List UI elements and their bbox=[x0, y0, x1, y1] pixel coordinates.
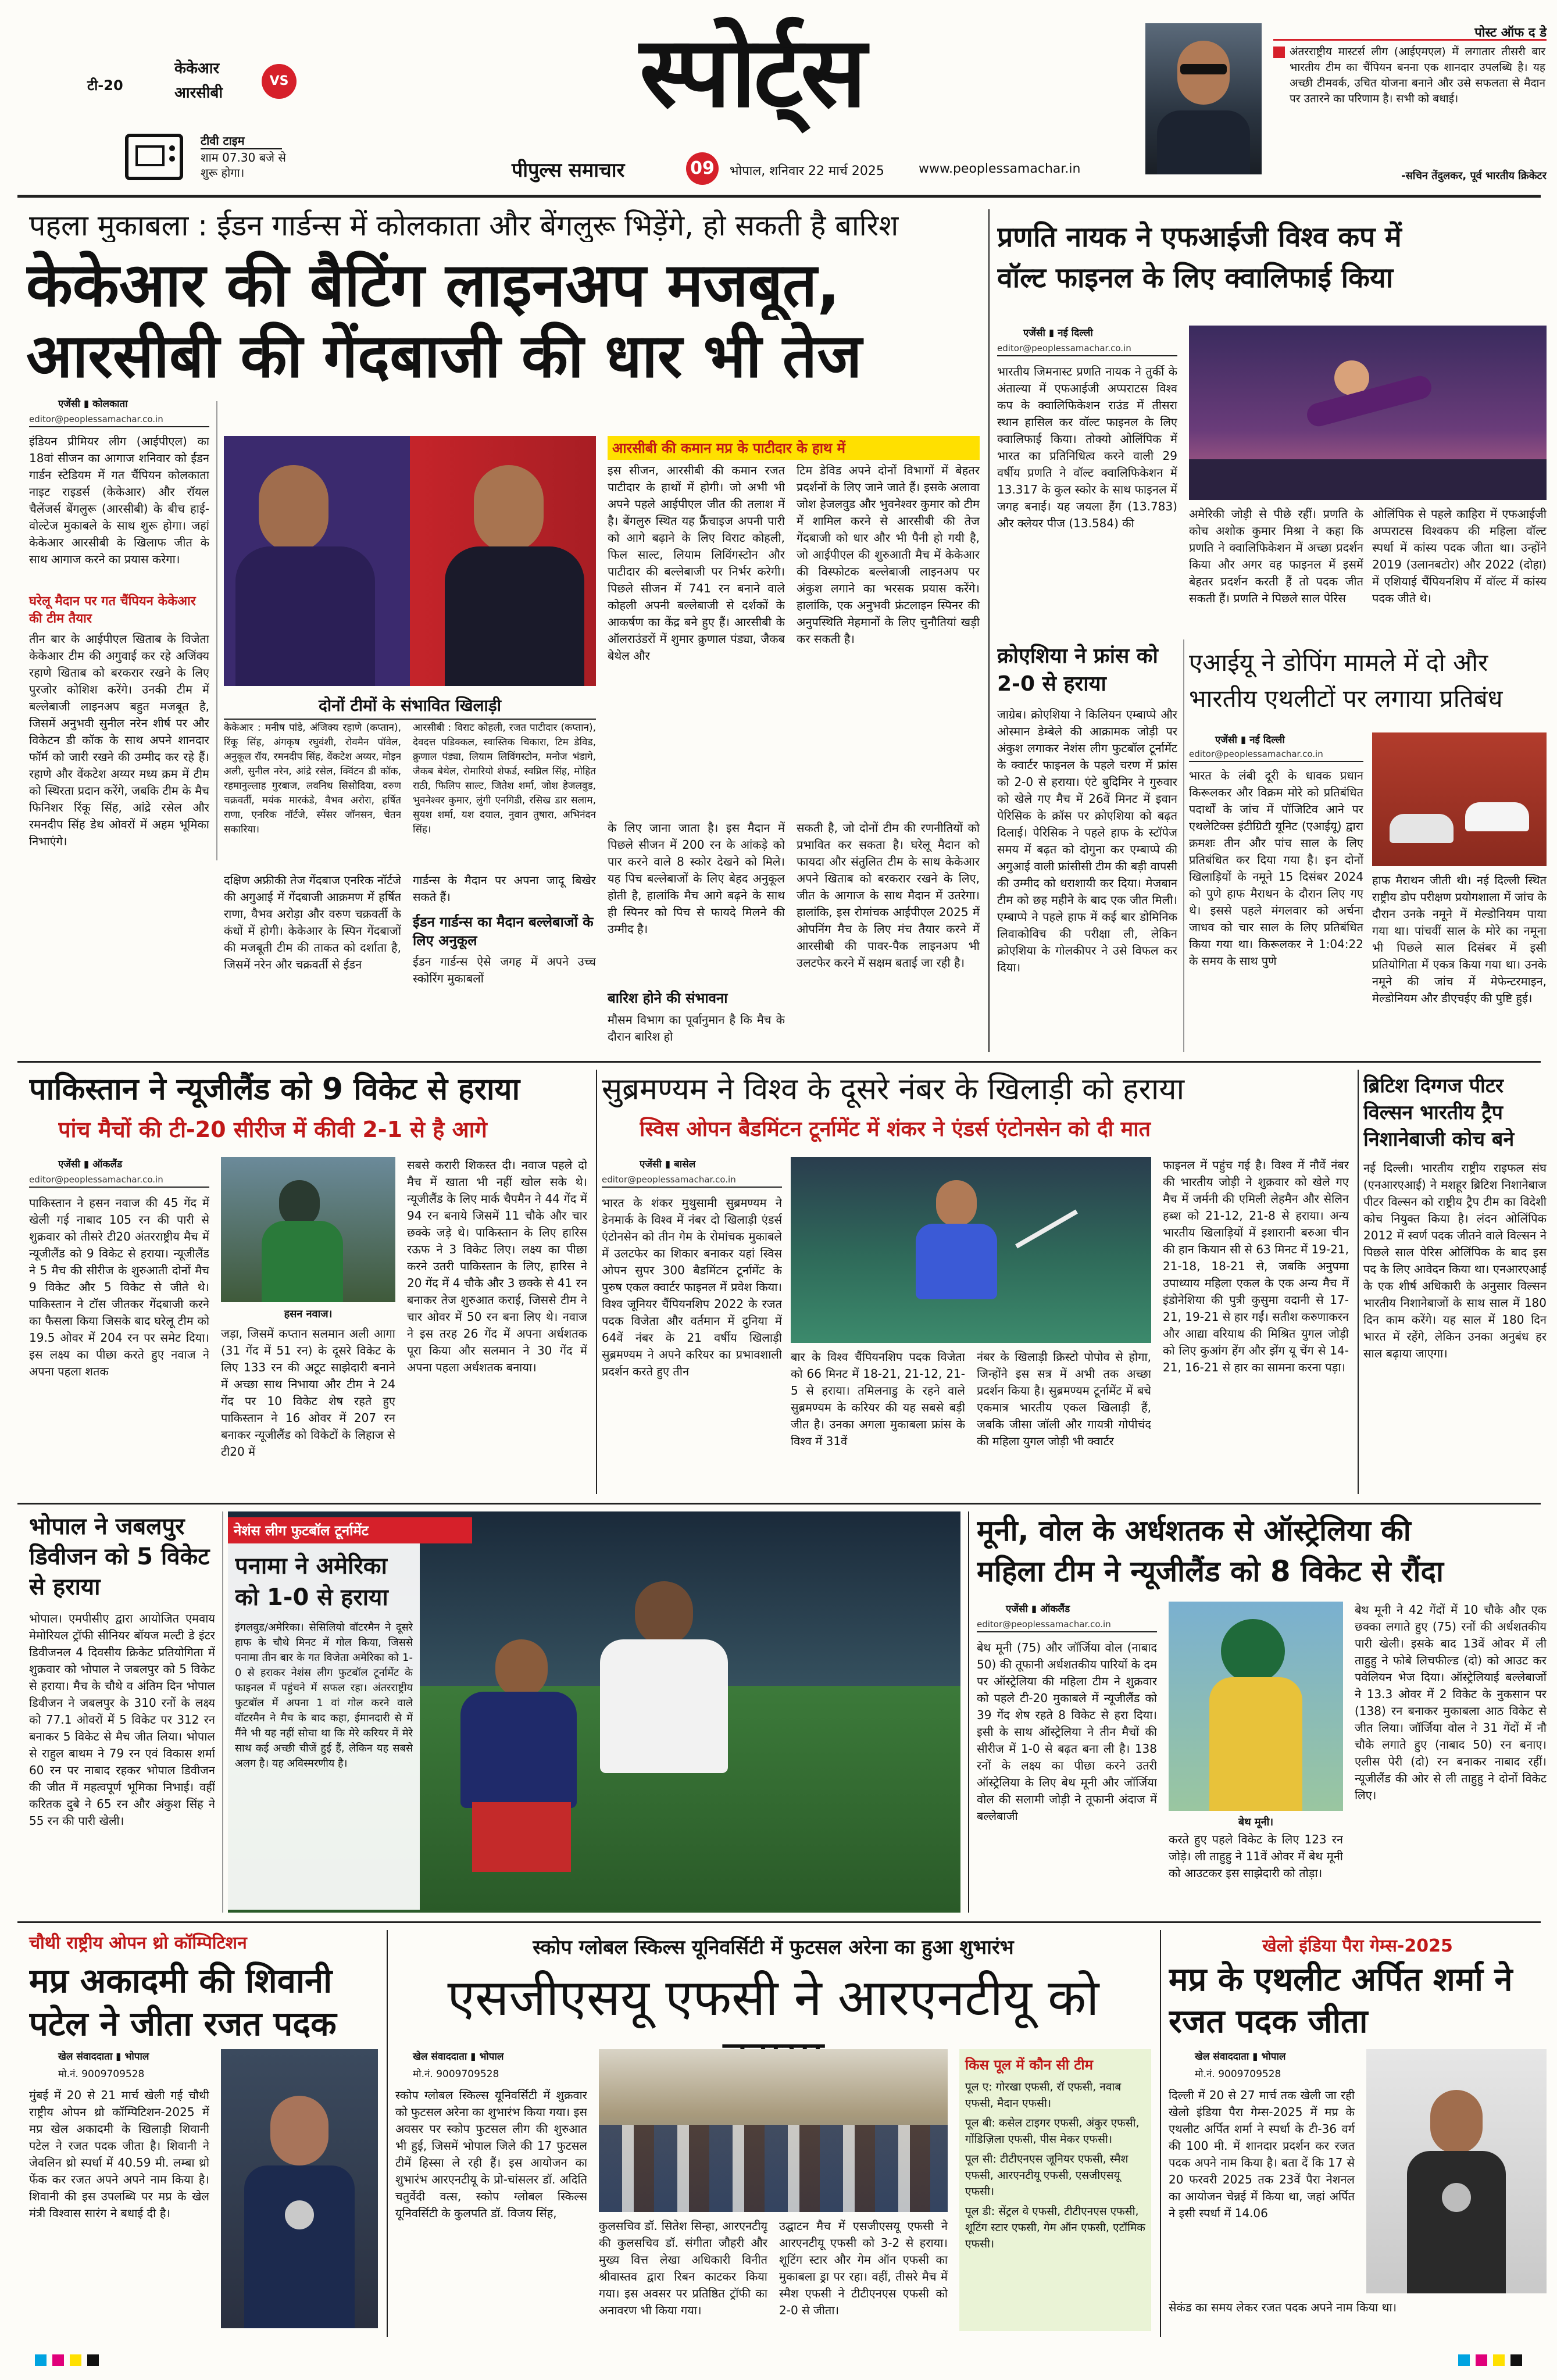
arpit-headline: मप्र के एथलीट अर्पित शर्मा ने रजत पदक जीता bbox=[1169, 1961, 1513, 2040]
tv-label: टीवी टाइम bbox=[201, 133, 282, 149]
doping-headline-2: भारतीय एथलीटों पर लगाया प्रतिबंध bbox=[1189, 684, 1503, 713]
masthead-rule bbox=[17, 195, 1541, 198]
futsal-byline: खेल संवाददाता ▮ भोपाल bbox=[413, 2051, 504, 2063]
website: www.peoplessamachar.in bbox=[919, 162, 1081, 176]
pool-title: किस पूल में कौन सी टीम bbox=[965, 2057, 1093, 2073]
pranati-headline-1: प्रणति नायक ने एफआईजी विश्व कप में bbox=[997, 221, 1402, 253]
arpit-mobile: मो.नं. 9009709528 bbox=[1195, 2068, 1281, 2080]
rcb-tag: आरसीबी की कमान मप्र के पाटीदार के हाथ में bbox=[608, 436, 980, 460]
kkr-headline-1: केकेआर की बैटिंग लाइनअप मजबूत, bbox=[26, 250, 840, 320]
bhopal-headline: भोपाल ने जबलपुर डिवीजन को 5 विकेट से हराया bbox=[29, 1513, 210, 1600]
column-rule bbox=[222, 1511, 223, 1913]
panama-box bbox=[228, 1543, 420, 1910]
doping-col1: भारत के लंबी दूरी के धावक प्रधान किरूलकर और विक्रम मोरे को प्रतिबंधित पदार्थों के जांच में पॉजिटिव आने पर एथलेटिक्स इंटीग्रिटी यूनिट (एआईयू) द्वारा क्रमशः तीन और पांच साल के लिए प्रतिबंधित कर दिया गया है। इन दोनों खिलाड़ियों के नमूने 15 दिसंबर 2024 को पुणे हाफ मैराथन के दौरान लिए गए थे। इससे पहले मंगलवार को अर्चना जाधव को चार साल के लिए प्रतिबंधित किया गया था। किरूलकर ने 1:04:22 के समय के साथ पुणे bbox=[1189, 769, 1363, 968]
subramanyam-col1: भारत के शंकर मुथुसामी सुब्रमण्यम ने डेनमार्क के विश्व में नंबर दो खिलाड़ी एंडर्स एंटोनसेन को तीन गेम के रोमांचक मुकाबले में उलटफेर का शिकार बनाकर यहां स्विस ओपन सुपर 300 बैडमिंटन टूर्नामेंट के पुरुष एकल क्वार्टर फाइनल में प्रवेश किया। विश्व जूनियर चैंपियनशिप 2022 के रजत पदक विजेता और वर्तमान में दुनिया में 64वें नंबर के 21 वर्षीय खिलाड़ी सुब्रमण्यम ने अपने करियर का प्रभावशाली प्रदर्शन करते हुए तीन bbox=[602, 1196, 782, 1378]
kkr-col3-subhead: ईडन गार्डन्स का मैदान बल्लेबाजों के लिए अनुकूल bbox=[413, 914, 594, 949]
column-rule bbox=[1183, 639, 1184, 1052]
arpit-byline: खेल संवाददाता ▮ भोपाल bbox=[1195, 2051, 1286, 2063]
captains-photo bbox=[224, 436, 596, 686]
subramanyam-col4: फाइनल में पहुंच गई है। विश्व में नौवें नंबर की भारतीय जोड़ी ने शुक्रवार को खेले गए मैच में जर्मनी की एमिली लेहमैन और सेलिन हब्श को 21-12, 21-8 से हराया। अन्य भारतीय खिलाड़ियों में इशारानी बरुआ चीन की हान कियान सी से 63 मिनट में 19-21, 21-18, 18-21 से, जबकि अनुपमा उपाध्याय महिला एकल के एक अन्य मैच में इंडोनेशिया की पुत्री कुसुमा वदानी से 17-21, 19-21 से हार गईं। सतीश करुणाकरन और आद्या वरियाथ की मिश्रित युगल जोड़ी को लिए कुआंग हेंग और झेंग यू चेंग से 14-21, 16-21 से हार का सामना करना पड़ा। bbox=[1163, 1158, 1349, 1374]
section-rule bbox=[17, 1503, 1541, 1505]
column-rule bbox=[1358, 1070, 1359, 1494]
subramanyam-byline: एजेंसी ▮ बासेल bbox=[640, 1159, 696, 1170]
kkr-label: केकेआर bbox=[174, 60, 220, 77]
pool-c: पूल सी: टीटीएनएस जूनियर एफसी, स्मैश एफसी, आरएनटीयू एफसी, एसजीएसयू एफसी। bbox=[965, 2153, 1129, 2198]
quote-icon bbox=[1273, 47, 1285, 58]
column-rule bbox=[216, 401, 217, 860]
kkr-col1-b: तीन बार के आईपीएल खिताब के विजेता केकेआर टीम की अगुवाई कर रहे अजिंक्य रहाणे खिताब को बरकरार रखने के लिए पुरजोर कोशिश करेंगे। उनकी टीम में बल्लेबाजी लाइनअप बहुत मजबूत है, जिसमें अनुभवी सुनील नरेन शीर्ष पर और विकेटन डी कॉक के साथ अपने शानदार फॉर्म को जारी रखने की उम्मीद कर रहे हैं। रहाणे और वेंकटेश अय्यर मध्य क्रम में टीम को स्थिरता प्रदान करेंगे, जबकि टीम के मैच फिनिशर रिंकू सिंह, आंद्रे रसेल और रमनदीप सिंह डेथ ओवरों में अहम भूमिका निभाएंगे। bbox=[29, 632, 209, 848]
pakistan-email: editor@peoplessamachar.co.in bbox=[29, 1174, 209, 1188]
futsal-mobile: मो.नं. 9009709528 bbox=[413, 2068, 499, 2080]
mooney-headline-2: महिला टीम ने न्यूजीलैंड को 8 विकेट से रौंदा bbox=[977, 1554, 1444, 1588]
futsal-col1: स्कोप ग्लोबल स्किल्स यूनिवर्सिटी में शुक्रवार को फुटसल अरेना का शुभारंभ किया गया। इस अवसर पर स्कोप फुटसल लीग की शुरुआत भी हुई, जिसमें भोपाल जिले की 17 फुटसल टीमें हिस्सा ले रही हैं। इस आयोजन का शुभारंभ आरएनटीयू के प्रो-चांसलर डॉ. अदिति चतुर्वेदी वत्स, स्कोप ग्लोबल स्किल्स यूनिवर्सिटी के कुलपति डॉ. विजय सिंह, bbox=[395, 2088, 587, 2220]
kkr-byline: एजेंसी ▮ कोलकाता bbox=[58, 398, 128, 410]
paper-name: पीपुल्स समाचार bbox=[512, 159, 625, 182]
pool-d: पूल डी: सेंट्रल वे एफसी, टीटीएनएस एफसी, शूटिंग स्टार एफसी, गेम ऑन एफसी, एटॉमिक एफसी। bbox=[965, 2205, 1145, 2250]
doping-col2: हाफ मैराथन जीती थी। नई दिल्ली स्थित राष्ट्रीय डोप परीक्षण प्रयोगशाला में जांच के दौरान उनके नमूने में मेल्डोनियम पाया गया था। पांचवीं साल के मोरे का नमूना भी पिछले साल दिसंबर में इसी प्रतियोगिता में एकत्र किया गया था। उनके नमूने की जांच में मेफेन्टरमाइन, मेल्डोनियम और डीएचईए की पुष्टि हुई। bbox=[1372, 873, 1547, 1005]
print-registration-strip bbox=[0, 2349, 1557, 2372]
kkr-col2-bottom: दक्षिण अफ्रीकी तेज गेंदबाज एनरिक नॉर्टजे की अगुआई में गेंदबाजी आक्रमण में हर्षित राणा, वैभव अरोड़ा और वरुण चक्रवर्ती के कंधों में होगी। केकेआर के स्पिन गेंदबाजों की मजबूती टीम की ताकत को दर्शाता है, जिसमें नरेन और चक्रवर्ती से ईडन bbox=[224, 873, 401, 971]
subramanyam-col2: बार के विश्व चैंपियनशिप पदक विजेता को 66 मिनट में 18-21, 21-12, 21-5 से हराया। तमिलनाडु के रहने वाले सुब्रमण्यम के करियर की यह सबसे बड़ी जीत है। उनका अगला मुकाबला फ्रांस के विश्व में 31वें bbox=[791, 1350, 965, 1448]
pranati-byline: एजेंसी ▮ नई दिल्ली bbox=[1023, 327, 1093, 339]
column-rule bbox=[596, 1070, 597, 1494]
pool-a: पूल ए: गोरखा एफसी, रॉ एफसी, नवाब एफसी, मैदान एफसी। bbox=[965, 2081, 1122, 2110]
mooney-col1: बेथ मूनी (75) और जॉर्जिया वोल (नाबाद 50) की तूफानी अर्धशतकीय पारियों के दम पर ऑस्ट्रेलिया की महिला टीम ने शुक्रवार को पहले टी-20 मुकाबले में न्यूजीलैंड को 39 गेंद शेष रहते 8 विकेट से हरा दिया। इसी के साथ ऑस्ट्रेलिया ने तीन मैचों की सीरीज में 1-0 से बढ़त बना ली है। 138 रनों के लक्ष्य का पीछा करने उतरी ऑस्ट्रेलिया के लिए बेथ मूनी और जॉर्जिया वोल की सलामी जोड़ी ने तूफानी अंदाज में बल्लेबाजी bbox=[977, 1641, 1157, 1823]
futsal-kicker: स्कोप ग्लोबल स्किल्स यूनिवर्सिटी में फुटसल अरेना का हुआ शुभारंभ bbox=[533, 1936, 1014, 1959]
column-rule bbox=[1160, 1930, 1161, 2337]
runner-photo bbox=[1372, 732, 1547, 866]
pranati-col1: भारतीय जिमनास्ट प्रणति नायक ने तुर्की के अंताल्या में एफआईजी अप्पराटस विश्व कप के क्वालिफिकेशन राउंड में तीसरा स्थान हासिल कर वॉल्ट फाइनल के लिए क्वालिफाई किया। तोक्यो ओलिंपिक में भारत का प्रतिनिधित्व करने वाली 29 वर्षीय प्रणति ने वॉल्ट क्वालिफिकेशन में 13.317 के कुल स्कोर के साथ फाइनल में जगह बनाई। यह जयला हैंग (13.783) और क्लेयर पीज (13.584) की bbox=[997, 364, 1177, 530]
doping-email: editor@peoplessamachar.co.in bbox=[1189, 749, 1363, 762]
kkr-col4-subhead: बारिश होने की संभावना bbox=[608, 990, 728, 1006]
badminton-photo bbox=[791, 1157, 1151, 1343]
kkr-col3-bottom: गार्डन्स के मैदान पर अपना जादू बिखेर सकते हैं। bbox=[413, 873, 596, 904]
doping-byline: एजेंसी ▮ नई दिल्ली bbox=[1215, 734, 1285, 746]
masthead bbox=[0, 0, 1557, 192]
kkr-col4-b: के लिए जाना जाता है। इस मैदान में पिछले सीजन में 200 रन के आंकड़े को पार करने वाले 8 स्कोर देखने को मिले। यह पिच बल्लेबाजों के लिए बेहद अनुकूल होती है, हालांकि मैच आगे बढ़ने के साथ ही स्पिनर को पिच से फायदे मिलने की उम्मीद है। bbox=[608, 821, 785, 936]
arpit-text-2: सेकंड का समय लेकर रजत पदक अपने नाम किया था। bbox=[1169, 2300, 1397, 2314]
tv-time: शाम 07.30 बजे से शुरू होगा। bbox=[201, 151, 286, 180]
arpit-kicker: खेलो इंडिया पैरा गेम्स-2025 bbox=[1262, 1936, 1453, 1956]
shivani-mobile: मो.नं. 9009709528 bbox=[58, 2068, 145, 2080]
peter-headline: ब्रिटिश दिग्गज पीटर विल्सन भारतीय ट्रैप निशानेबाजी कोच बने bbox=[1363, 1074, 1515, 1151]
column-rule bbox=[968, 1511, 969, 1913]
pranati-photo bbox=[1189, 326, 1547, 500]
squads-title: दोनों टीमों के संभावित खिलाड़ी bbox=[224, 692, 596, 720]
futsal-headline: एसजीएसयू एफसी ने आरएनटीयू को bbox=[447, 1969, 1099, 2027]
sachin-photo bbox=[1145, 23, 1262, 174]
mooney-col3: बेथ मूनी ने 42 गेंदों में 10 चौके और एक छक्का लगाते हुए (75) रनों की अर्धशतकीय पारी खेली। इसके बाद 13वें ओवर में ली ताहुहु ने फोबे लिचफील्ड (दो) को आउट कर पवेलियन भेज दिया। ऑस्ट्रेलियाई बल्लेबाजों ने 13.3 ओवर में 2 विकेट के नुकसान पर (138) रन बनाकर मुकाबला आठ विकेट से जीत लिया। जॉर्जिया वोल ने 31 गेंदों में नौ चौके लगाते हुए (नाबाद 50) रन बनाए। एलीस पेरी (दो) रन बनाकर नाबाद रहीं। न्यूजीलैंड की ओर से ली ताहुहु ने दोनों विकेट लिए। bbox=[1355, 1603, 1547, 1802]
kkr-col5: टिम डेविड अपने दोनों विभागों में बेहतर प्रदर्शनों के लिए जाने जाते हैं। इसके अलावा जोश हेजलवुड और भुवनेश्वर कुमार को टीम में शामिल करने से आरसीबी की तेज गेंदबाजी को धार और भी पैनी हो गयी है, जो आईपीएल की शुरुआती मैच में केकेआर की विस्फोटक बल्लेबाजी लाइनअप पर अंकुश लगाने का भरसक प्रयास करेंगे। हालांकि, एक अनुभवी फ्रंटलाइन स्पिनर की अनुपस्थिति मेहमानों के लिए चुनौतियां खड़ी कर सकती है। bbox=[797, 463, 980, 646]
shivani-text: मुंबई में 20 से 21 मार्च खेली गई चौथी राष्ट्रीय ओपन थ्रो कॉम्पिटिशन-2025 में मप्र खेल अकादमी के खिलाड़ी शिवानी पटेल ने रजत पदक जीता है। शिवानी ने जेवलिन थ्रो स्पर्धा में 40.59 मी. लम्बा थ्रो फेंक कर रजत अपने अपने नाम किया है। शिवानी की इस उपलब्धि पर मप्र के खेल मंत्री विश्वास सारंग ने बधाई दी है। bbox=[29, 2088, 209, 2220]
page-number: 09 bbox=[686, 152, 719, 185]
subramanyam-col3: नंबर के खिलाड़ी क्रिस्टो पोपोव से होगा, जिन्होंने इस सत्र में अभी तक अच्छा प्रदर्शन किया है। सुब्रमण्यम टूर्नामेंट में बचे एकमात्र भारतीय एकल खिलाड़ी हैं, जबकि जीसा जॉली और गायत्री गोपीचंद की महिला युगल जोड़ी भी क्वार्टर bbox=[977, 1350, 1151, 1448]
beth-mooney-photo bbox=[1169, 1602, 1343, 1811]
mooney-col2: करते हुए पहले विकेट के लिए 123 रन जोड़े। ली ताहुहु ने 11वें ओवर में बेथ मूनी को आउटकर इस साझेदारी को तोड़ा। bbox=[1169, 1832, 1343, 1880]
subramanyam-email: editor@peoplessamachar.co.in bbox=[602, 1174, 782, 1188]
arpit-photo bbox=[1366, 2049, 1547, 2293]
pakistan-col1: पाकिस्तान ने हसन नवाज की 45 गेंद में खेली गई नाबाद 105 रन की पारी से शुक्रवार को तीसरे टी20 अंतरराष्ट्रीय मैच में न्यूजीलैंड को 9 विकेट से हराया। न्यूजीलैंड ने 5 मैच की सीरीज के शुरुआती दोनों मैच 9 विकेट और 5 विकेट से जीते थे। पाकिस्तान ने टॉस जीतकर गेंदबाजी करने का फैसला किया जिसके बाद घरेलू टीम को 19.5 ओवर में 204 रन पर समेट दिया। इस लक्ष्य का पीछा करते हुए नवाज ने अपना पहला शतक bbox=[29, 1196, 209, 1378]
pranati-email: editor@peoplessamachar.co.in bbox=[997, 343, 1177, 356]
kkr-col3-b: ईडन गार्डन्स ऐसे जगह में अपने उच्च स्कोरिंग मुकाबलों bbox=[413, 955, 596, 985]
shivani-photo bbox=[221, 2049, 378, 2328]
kkr-email: editor@peoplessamachar.co.in bbox=[29, 414, 209, 427]
rcb-label: आरसीबी bbox=[174, 84, 223, 102]
pakistan-col2: जड़ा, जिसमें कप्तान सलमान अली आगा (31 गेंद में 51 रन) के दूसरे विकेट के लिए 133 रन की अटूट साझेदारी बनाने में अच्छा साथ निभाया और टीम ने 24 गेंद पर 10 विकेट शेष रहते हुए पाकिस्तान ने 16 ओवर में 207 रन बनाकर न्यूजीलैंड को विकेटों के लिहाज से टी20 में bbox=[221, 1327, 395, 1459]
section-rule bbox=[17, 1061, 1541, 1063]
pakistan-col3: सबसे करारी शिकस्त दी। नवाज पहले दो मैच में खाता भी नहीं खोल सके थे। न्यूजीलैंड के लिए मार्क चैपमैन ने 44 गेंद में 94 रन बनाये जिसमें 11 चौके और चार छक्के जड़े थे। पाकिस्तान के लिए हारिस रऊफ ने 3 विकेट लिए। लक्ष्य का पीछा करने उतरी पाकिस्तान के लिए, हारिस ने 20 गेंद में 4 चौके और 3 छक्के से 41 रन बनाकर तेज शुरुआत कराई, जिससे टीम ने चार ओवर में 50 रन बना लिए थे। नवाज ने इस तरह 26 गेंद में अपना अर्धशतक पूरा किया और सलमान ने 30 गेंद में अपना पहला अर्धशतक बनाया। bbox=[407, 1158, 587, 1374]
mooney-byline: एजेंसी ▮ ऑकलैंड bbox=[1006, 1603, 1070, 1615]
pranati-col2: अमेरिकी जोड़ी से पीछे रहीं। प्रणति के कोच अशोक कुमार मिश्रा ने कहा कि प्रणति ने क्वालिफिकेशन में अच्छा प्रदर्शन किया और अगर वह फाइनल में इसमें बेहतर प्रदर्शन करती हैं तो पदक जीत सकती हैं। प्रणति ने पिछले साल पेरिस bbox=[1189, 507, 1363, 605]
pool-box bbox=[959, 2049, 1151, 2331]
futsal-col3: उद्घाटन मैच में एसजीएसयू एफसी ने आरएनटीयू एफसी को 3-2 से हराया। शूटिंग स्टार और गेम ऑन एफसी का मुकाबला ड्रा पर रहा। वहीं, तीसरे मैच में स्मैश एफसी ने टीटीएनएस एफसी को 2-0 से जीता। bbox=[779, 2219, 948, 2317]
dateline: भोपाल, शनिवार 22 मार्च 2025 bbox=[730, 164, 884, 178]
beth-mooney-caption: बेथ मूनी। bbox=[1238, 1816, 1274, 1828]
pranati-headline-2: वॉल्ट फाइनल के लिए क्वालिफाई किया bbox=[997, 262, 1394, 294]
croatia-text: जाग्रेब। क्रोएशिया ने किलियन एम्बाप्पे और ओस्मान डेम्बेले की आक्रामक जोड़ी पर अंकुश लगाकर नेशंस लीग फुटबॉल टूर्नामेंट के क्वार्टर फाइनल के पहले चरण में फ्रांस को 2-0 से हराया। एंटे बुदिमिर ने गुरुवार को खेले गए मैच में 26वें मिनट में इवान पेरिसिक के क्रॉस पर क्रोएशिया को बढ़त दिलाई। पेरिसिक ने पहले हाफ के स्टॉपेज समय में बढ़त को दोगुना कर एम्बाप्पे की अगुआई वाली फ्रांसीसी टीम की बड़ी वापसी की उम्मीद को धराशायी कर दिया। मेजबान टीम को छह महीने के बाद एक जीत मिली। एम्बाप्पे ने पहले हाफ में कई बार डोमिनिक लिवाकोविच की परीक्षा ली, लेकिन क्रोएशिया के गोलकीपर ने उसे विफल कर दिया। bbox=[997, 707, 1177, 974]
pakistan-headline: पाकिस्तान ने न्यूजीलैंड को 9 विकेट से हराया bbox=[29, 1072, 520, 1107]
tv-icon bbox=[125, 134, 183, 180]
hasan-nawaz-caption: हसन नवाज। bbox=[284, 1308, 333, 1320]
hasan-nawaz-photo bbox=[221, 1157, 395, 1302]
futsal-photo bbox=[599, 2049, 948, 2212]
panama-text: इंगलवुड/अमेरिका। सेसिलियो वॉटरमैन ने दूसरे हाफ के चौथे मिनट में गोल किया, जिससे पनामा तीन बार के गत विजेता अमेरिका को 1-0 से हराकर नेशंस लीग फुटबॉल टूर्नामेंट के फाइनल में पहुंचने में सफल रहा। अंतरराष्ट्रीय फुटबॉल में अपना 1 वां गोल करने वाले वॉटरमैन ने मैच के बाद कहा, ईमानदारी से में मैंने भी यह नहीं सोचा था कि मेरे करियर में मेरे साथ कई अच्छी चीजें हुई हैं, लेकिन यह सबसे अलग है। यह अविस्मरणीय है। bbox=[235, 1621, 413, 1770]
pakistan-subhead: पांच मैचों की टी-20 सीरीज में कीवी 2-1 से है आगे bbox=[58, 1117, 487, 1142]
panama-headline: पनामा ने अमेरिका को 1-0 से हराया bbox=[235, 1553, 388, 1611]
kkr-col4: इस सीजन, आरसीबी की कमान रजत पाटीदार के हाथों में होगी। जो अभी भी अपने पहले आईपीएल जीत की तलाश में है। बेंगलुरु स्थित यह फ्रैंचाइज अपनी पारी को आगे बढ़ाने के लिए विराट कोहली, फिल साल्ट, लियाम लिविंगस्टोन और पाटीदार की बल्लेबाजी पर निर्भर करेगी। पिछले सीजन में 741 रन बनाने वाले कोहली अपनी बल्लेबाजी से दर्शकों के आकर्षण का केंद्र बने हुए हैं। आरसीबी के ऑलराउंडरों में शुमार क्रुणाल पंड्या, जैकब बेथेल और bbox=[608, 463, 785, 663]
post-of-day-text: अंतरराष्ट्रीय मास्टर्स लीग (आईएमएल) में लगातार तीसरी बार भारतीय टीम का चैंपियन बनना एक शानदार उपलब्धि है। यह अच्छी टीमवर्क, उचित योजना बनाने और उसे सफलता से मैदान पर उतारने का परिणाम है। सभी को बधाई। bbox=[1290, 45, 1545, 105]
kkr-headline-2: आरसीबी की गेंदबाजी की धार भी तेज bbox=[26, 321, 862, 391]
kkr-col1: इंडियन प्रीमियर लीग (आईपीएल) का 18वां सीजन का आगाज शनिवार को ईडन गार्डन स्टेडियम में गत चैंपियन कोलकाता नाइट राइडर्स (केकेआर) और रॉयल चैलेंजर्स बेंगलुरू (आरसीबी) के बीच हाई-वोल्टेज मुकाबले के साथ शुरू होगा। जहां केकेआर आरसीबी के खिलाफ जीत के साथ आगाज करने का प्रयास करेगा। bbox=[29, 434, 209, 566]
croatia-headline: क्रोएशिया ने फ्रांस को 2-0 से हराया bbox=[997, 644, 1158, 696]
pranati-col3: ओलिंपिक से पहले काहिरा में एफआईजी अप्पराटस विश्वकप की महिला वॉल्ट स्पर्धा में कांस्य पदक जीता था। उन्होंने 2019 (उलानबटोर) और 2022 (दोहा) में एशियाई चैंपियनशिप में वॉल्ट में कांस्य पदक जीते थे। bbox=[1372, 507, 1547, 605]
kkr-col5-b: सकती है, जो दोनों टीम की रणनीतियों को प्रभावित कर सकता है। घरेलू मैदान को फायदा और संतुलित टीम के साथ केकेआर अपने खिताब को बरकरार रखने के लिए, जीत के आगाज के साथ मैदान में उतरेगा। हालांकि, इस रोमांचक आईपीएल 2025 में ओपनिंग मैच के लिए मंच तैयार करने में आरसीबी की पावर-पैक लाइनअप भी उलटफेर करने में सक्षम बताई जा रही है। bbox=[797, 821, 980, 970]
section-title: स्पोर्ट्स bbox=[640, 15, 865, 129]
squad-kkr: केकेआर : मनीष पांडे, अंजिक्य रहाणे (कप्तान), रिंकू सिंह, अंगकृष रघुवंशी, रोवमैन पॉवेल, अनुकूल रॉय, रमनदीप सिंह, वेंकटेश अय्यर, मोइन अली, सुनील नरेन, आंद्रे रसेल, क्विंटन डी कॉक, रहमानुल्लाह गुरबाज, लवनिथ सिसोदिया, वरुण चक्रवर्ती, मयंक मारकंडे, वैभव अरोरा, हर्षित राणा, एनरिक नॉर्टजे, स्पेंसर जॉनसन, चेतन सकारिया। bbox=[224, 722, 401, 835]
panama-tag: नेशंस लीग फुटबॉल टूर्नामेंट bbox=[228, 1517, 472, 1543]
pakistan-byline: एजेंसी ▮ ऑकलैंड bbox=[58, 1159, 123, 1170]
kkr-kicker: पहला मुकाबला : ईडन गार्डन्स में कोलकाता और बेंगलुरू भिड़ेंगे, हो सकती है बारिश bbox=[29, 209, 899, 242]
kkr-col4-c: मौसम विभाग का पूर्वानुमान है कि मैच के दौरान बारिश हो bbox=[608, 1013, 785, 1044]
mooney-email: editor@peoplessamachar.co.in bbox=[977, 1619, 1157, 1632]
shivani-headline: मप्र अकादमी की शिवानी पटेल ने जीता रजत पदक bbox=[29, 1961, 337, 2043]
t20-label: टी-20 bbox=[87, 77, 123, 94]
subramanyam-subhead: स्विस ओपन बैडमिंटन टूर्नामेंट में शंकर ने एंडर्स एंटोनसेन को दी मात bbox=[640, 1117, 1151, 1141]
subramanyam-headline: सुब्रमण्यम ने विश्व के दूसरे नंबर के खिलाड़ी को हराया bbox=[602, 1072, 1185, 1107]
shivani-kicker: चौथी राष्ट्रीय ओपन थ्रो कॉम्पिटिशन bbox=[29, 1933, 247, 1953]
peter-text: नई दिल्ली। भारतीय राष्ट्रीय राइफल संघ (एनआरएआई) ने मशहूर ब्रिटिश निशानेबाज पीटर विल्सन को राष्ट्रीय ट्रैप टीम का विदेशी कोच नियुक्त किया है। लंदन ओलिंपिक 2012 में स्वर्ण पदक जीतने वाले विल्सन ने पिछले साल पेरिस ओलिंपिक के बाद इस पद के लिए आवेदन किया था। एनआरएआई के एक शीर्ष अधिकारी के अनुसार विल्सन भारतीय निशानेबाजों के साथ साल में 180 दिन काम करेंगे। यह साल में 180 दिन भारत में रहेंगे, लेकिन उनका अनुबंध हर साल बढ़ाया जाएगा। bbox=[1363, 1161, 1547, 1360]
doping-headline-1: एआईयू ने डोपिंग मामले में दो और bbox=[1189, 648, 1488, 677]
pool-b: पूल बी: कसेल टाइगर एफसी, अंकुर एफसी, गोंडिज़िला एफसी, पीस मेकर एफसी। bbox=[965, 2117, 1140, 2146]
arpit-text: दिल्ली में 20 से 27 मार्च तक खेली जा रही खेलो इंडिया पैरा गेम्स-2025 में मप्र के एथलीट अर्पित शर्मा ने स्पर्धा के टी-36 वर्ग की 100 मी. में शानदार प्रदर्शन कर रजत पदक अपने नाम किया है। बता दें कि 17 से 20 फरवरी 2025 तक 23वें पैरा नेशनल का आयोजन चेन्नई में किया था, जहां अर्पित ने इसी स्पर्धा में 14.06 bbox=[1169, 2088, 1355, 2220]
vs-badge: VS bbox=[262, 64, 297, 99]
kkr-col1-subhead: घरेलू मैदान पर गत चैंपियन केकेआर की टीम तैयार bbox=[29, 594, 196, 626]
futsal-col2: कुलसचिव डॉ. सितेश सिन्हा, आरएनटीयू की कुलसचिव डॉ. संगीता जौहरी और मुख्य वित्त लेखा अधिकारी विनीत श्रीवास्तव द्वारा रिबन काटकर किया गया। इस अवसर पर प्रतिष्ठित ट्रॉफी का अनावरण भी किया गया। bbox=[599, 2219, 767, 2317]
column-rule bbox=[988, 209, 990, 1052]
squad-rcb: आरसीबी : विराट कोहली, रजत पाटीदार (कप्तान), देवदत्त पडिक्कल, स्वास्तिक चिकारा, टिम डेविड, क्रुणाल पंड्या, लियाम लिविंगस्टोन, मनोज भंडागे, जैकब बेथेल, रोमारियो शेफर्ड, स्वप्निल सिंह, मोहित राठी, फिलिप साल्ट, जितेश शर्मा, जोश हेजलवुड, भुवनेश्वर कुमार, लुंगी एनगिडी, रसिख डार सलाम, सुयश शर्मा, यश दयाल, नुवान तुषारा, अभिनंदन सिंह। bbox=[413, 722, 596, 835]
shivani-byline: खेल संवाददाता ▮ भोपाल bbox=[58, 2051, 149, 2063]
post-of-day-title: पोस्ट ऑफ द डे bbox=[1273, 23, 1547, 41]
post-of-day-author: -सचिन तेंदुलकर, पूर्व भारतीय क्रिकेटर bbox=[1401, 170, 1547, 182]
bhopal-text: भोपाल। एमपीसीए द्वारा आयोजित एमवाय मेमोरियल ट्रॉफी सीनियर बॉयज मल्टी डे इंटर डिवीजनल 4 दिवसीय क्रिकेट प्रतियोगिता में शुक्रवार को भोपाल ने जबलपुर को 5 विकेट से हराया। मैच के चौथे व अंतिम दिन भोपाल डिवीजन ने जबलपुर के 310 रनों के लक्ष्य को 77.1 ओवरों में 5 विकेट पर 312 रन बनाकर 5 विकेट से मैच जीत लिया। भोपाल से राहुल बाथम ने 79 रन एवं विकास शर्मा 60 रन पर नाबाद रहकर भोपाल डिवीजन की जीत में महत्वपूर्ण भूमिका निभाई। वहीं करितक दुबे ने 65 रन और अंकुश सिंह ने 55 रन की पारी खेली। bbox=[29, 1611, 215, 1828]
squads-box bbox=[224, 692, 596, 866]
mooney-headline-1: मूनी, वोल के अर्धशतक से ऑस्ट्रेलिया की bbox=[977, 1514, 1411, 1548]
column-rule bbox=[387, 1930, 388, 2337]
section-rule bbox=[17, 1921, 1541, 1923]
